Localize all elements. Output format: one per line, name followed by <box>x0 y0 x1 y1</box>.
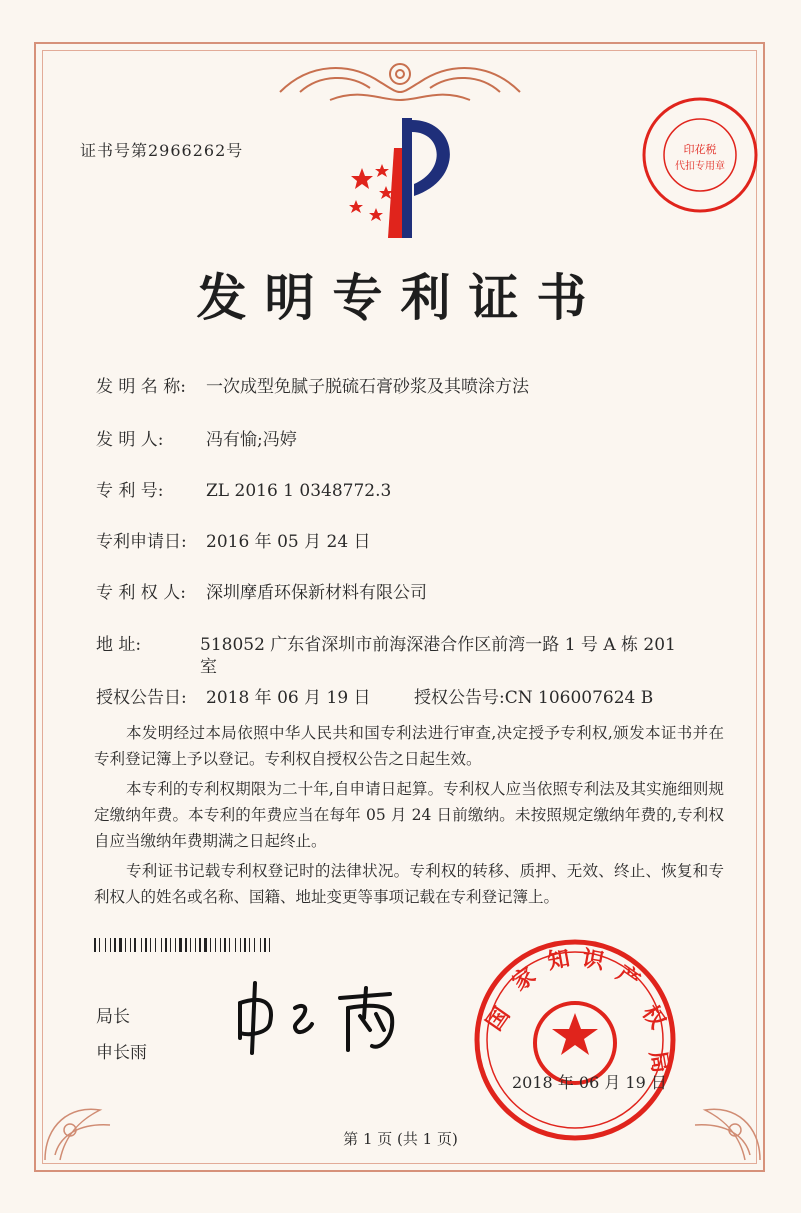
barcode-bar <box>127 938 129 952</box>
barcode-bar <box>240 938 241 952</box>
director-name: 申长雨 <box>96 1043 147 1063</box>
address-label: 地 址: <box>96 635 142 655</box>
barcode-bar <box>190 938 191 952</box>
address-row <box>96 630 676 655</box>
filing-date-row <box>96 527 371 552</box>
bottom-left-ornament <box>40 1075 140 1165</box>
barcode-bar <box>150 938 151 952</box>
barcode-bar <box>119 938 122 952</box>
barcode-bar <box>179 938 182 952</box>
inventor-label: 发 明 人: <box>96 430 164 450</box>
barcode-bar <box>123 938 124 952</box>
grant-date-label: 授权公告日: <box>96 688 187 708</box>
barcode-bar <box>247 938 248 952</box>
barcode-bar <box>165 938 167 952</box>
barcode-bar <box>202 938 203 952</box>
director-title: 局长 <box>96 1007 130 1027</box>
barcode-bar <box>134 938 136 952</box>
barcode-bar <box>210 938 211 952</box>
inventor: 冯有愉;冯婷 <box>206 430 297 450</box>
barcode-bar <box>244 938 246 952</box>
inventor-row <box>96 425 297 450</box>
barcode-bar <box>237 938 239 952</box>
barcode-bar <box>235 938 236 952</box>
certificate-body <box>94 720 724 914</box>
patent-number-label: 专 利 号: <box>96 481 164 501</box>
grant-number-row <box>414 683 653 708</box>
barcode-bar <box>125 938 126 952</box>
body-paragraph-2: 本专利的专利权期限为二十年,自申请日起算。专利权人应当依照专利法及其实施细则规定缴纳年费。本专利的年费应当在每年 05 月 24 日前缴纳。未按照规定缴纳年费的,专利权自应当缴纳年费期满之日起终止。 <box>94 780 724 850</box>
svg-text:家: 家 <box>508 963 541 997</box>
barcode-bar <box>251 938 253 952</box>
barcode-bar <box>212 938 214 952</box>
cnipa-logo <box>342 108 472 243</box>
grant-date-row <box>96 683 371 708</box>
barcode-bar <box>112 938 113 952</box>
official-seal <box>470 935 680 1145</box>
barcode-bar <box>130 938 131 952</box>
svg-text:印花税: 印花税 <box>683 143 717 156</box>
barcode-bar <box>155 938 156 952</box>
invention-name-label: 发 明 名 称: <box>96 377 186 397</box>
barcode-bar <box>132 938 133 952</box>
grant-number-label: 授权公告号: <box>414 688 505 708</box>
svg-text:权: 权 <box>636 1001 670 1034</box>
barcode-bar <box>224 938 226 952</box>
patentee-row <box>96 578 427 603</box>
bottom-right-ornament <box>665 1075 765 1165</box>
tax-stamp <box>640 95 760 215</box>
barcode-bar <box>117 938 118 952</box>
barcode-bar <box>217 938 219 952</box>
barcode-bar <box>220 938 221 952</box>
barcode-bar <box>107 938 109 952</box>
barcode-bar <box>262 938 263 952</box>
page-footer: 第 1 页 (共 1 页) <box>343 1130 458 1148</box>
barcode-bar <box>141 938 142 952</box>
barcode-bar <box>269 938 270 952</box>
barcode-bar <box>94 938 96 952</box>
barcode-bar <box>143 938 144 952</box>
barcode-bar <box>170 938 171 952</box>
svg-text:识: 识 <box>580 946 607 975</box>
seal-date: 2018 年 06 月 19 日 <box>512 1073 667 1092</box>
patent-number-row <box>96 476 391 501</box>
barcode-bar <box>215 938 216 952</box>
barcode-bar <box>242 938 243 952</box>
barcode-bar <box>105 938 106 952</box>
barcode-bar <box>267 938 268 952</box>
director-signature <box>230 978 420 1058</box>
top-ornament <box>270 52 530 110</box>
svg-text:产: 产 <box>611 961 644 995</box>
barcode-bar <box>114 938 116 952</box>
svg-text:国: 国 <box>482 1003 516 1036</box>
grant-number: CN 106007624 B <box>504 688 654 708</box>
barcode-bar <box>192 938 194 952</box>
barcode-bar <box>172 938 174 952</box>
barcode-bar <box>163 938 164 952</box>
barcode-bar <box>152 938 154 952</box>
barcode-bar <box>254 938 255 952</box>
barcode-bar <box>208 938 209 952</box>
barcode-bar <box>197 938 198 952</box>
barcode-bar <box>183 938 184 952</box>
certificate-number: 证书号第2966262号 <box>80 141 244 160</box>
barcode-bar <box>137 938 140 952</box>
barcode-bar <box>204 938 207 952</box>
address-continued: 室 <box>200 657 217 677</box>
body-paragraph-3: 专利证书记载专利权登记时的法律状况。专利权的转移、质押、无效、终止、恢复和专利权人的姓名或名称、国籍、地址变更等事项记载在专利登记簿上。 <box>94 862 724 906</box>
barcode-bar <box>188 938 189 952</box>
barcode-bar <box>222 938 223 952</box>
barcode-bar <box>231 938 234 952</box>
patentee: 深圳摩盾环保新材料有限公司 <box>206 583 427 603</box>
barcode-bar <box>168 938 169 952</box>
barcode-bar <box>229 938 230 952</box>
barcode-bar <box>177 938 178 952</box>
patent-number: ZL 2016 1 0348772.3 <box>206 481 392 501</box>
invention-name: 一次成型免腻子脱硫石膏砂浆及其喷涂方法 <box>206 377 529 397</box>
barcode-bar <box>227 938 228 952</box>
body-paragraph-1: 本发明经过本局依照中华人民共和国专利法进行审查,决定授予专利权,颁发本证书并在专利登记簿上予以登记。专利权自授权公告之日起生效。 <box>94 724 724 768</box>
filing-date-label: 专利申请日: <box>96 532 187 552</box>
barcode-bar <box>99 938 100 952</box>
barcode-bar <box>271 938 273 952</box>
svg-text:知: 知 <box>545 946 572 975</box>
barcode-bar <box>110 938 111 952</box>
invention-name-row <box>96 372 529 397</box>
barcode-bar <box>175 938 176 952</box>
barcode-bar <box>185 938 187 952</box>
address: 518052 广东省深圳市前海深港合作区前湾一路 1 号 A 栋 201 <box>200 635 676 655</box>
barcode-bar <box>101 938 104 952</box>
barcode-bar <box>256 938 259 952</box>
barcode-bar <box>148 938 149 952</box>
page-title: 发明专利证书 <box>196 268 605 327</box>
barcode-bar <box>161 938 162 952</box>
svg-text:局: 局 <box>644 1048 673 1075</box>
barcode-bar <box>195 938 196 952</box>
barcode <box>94 938 312 952</box>
svg-text:代扣专用章: 代扣专用章 <box>675 161 725 172</box>
barcode-bar <box>264 938 266 952</box>
barcode-bar <box>145 938 147 952</box>
patentee-label: 专 利 权 人: <box>96 583 186 603</box>
grant-date: 2018 年 06 月 19 日 <box>206 688 371 708</box>
barcode-bar <box>199 938 201 952</box>
barcode-bar <box>260 938 261 952</box>
filing-date: 2016 年 05 月 24 日 <box>206 532 371 552</box>
barcode-bar <box>249 938 250 952</box>
barcode-bar <box>97 938 98 952</box>
barcode-bar <box>157 938 160 952</box>
